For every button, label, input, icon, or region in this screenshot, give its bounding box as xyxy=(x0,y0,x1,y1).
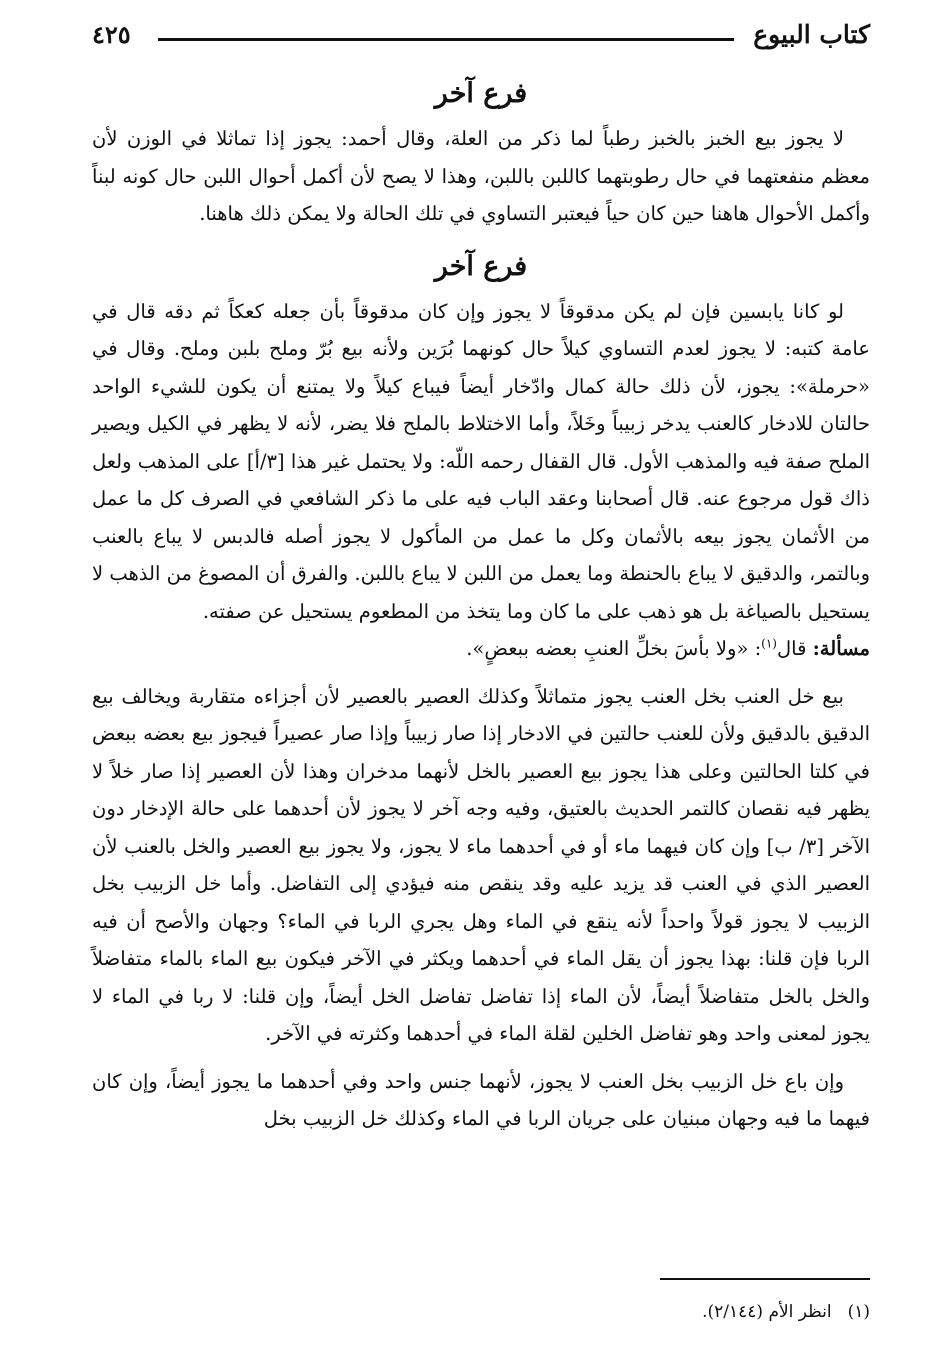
footnote xyxy=(702,1299,870,1325)
footnote-text: انظر الأم (٢/١٤٤). xyxy=(702,1302,832,1322)
paragraph-3: بيع خل العنب بخل العنب يجوز متماثلاً وكذلك العصير بالعصير لأن أجزاءه متقاربة ويخالف بيع الدقيق بالدقيق ولأن للعنب حالتين في الادخار إذا صار زبيباً وإذا صار عصيراً فيجوز بيع بعضه ببعض في كلتا الحالتين وعلى هذا يجوز بيع العصير بالخل لأنهما مدخران وهذا لأن العصير إذا صار خلاً لا يظهر فيه نقصان كالتمر الحديث بالعتيق، وفيه وجه آخر لا يجوز لأن أحدهما على حالة الإدخار دون الآخر [٣/ ب] وإن كان فيهما ماء أو في أحدهما ماء لا يجوز، ولا يجوز بيع العصير والخل بالعنب لأن العصير الذي في العنب قد يزيد عليه وقد ينقص منه فيؤدي إلى التفاضل. وأما خل الزبيب بخل الزبيب لا يجوز قولاً واحداً لأنه ينقع في الماء وهل يجري الربا في الماء؟ وجهان والأصح أن فيه الربا فإن قلنا: بهذا يجوز أن يقل الماء في أحدهما ويكثر في الآخر فيكون بيع الماء بالماء متفاضلاً والخل بالخل متفاضلاً أيضاً، لأن الماء إذا تفاضل تفاضل الخل أيضاً، وإن قلنا: لا ربا في الماء لا يجوز لمعنى واحد وهو تفاضل الخلين لقلة الماء في أحدهما وكثرته في الآخر. xyxy=(92,684,870,1045)
paragraph-1: لا يجوز بيع الخبز بالخبز رطباً لما ذكر من العلة، وقال أحمد: يجوز إذا تماثلا في الوزن لأن معظم منفعتهما في حال رطوبتهما كاللبن باللبن، وهذا لا يصح لأن أكمل أحوال اللبن حال كونه لبناً وأكمل الأحوال هاهنا حين كان حياً فيعتبر التساوي في تلك الحالة ولا يمكن ذلك هاهنا. xyxy=(92,127,870,225)
masala-quote: : «ولا بأسَ بخلِّ العنبِ بعضه ببعضٍ». xyxy=(466,637,762,660)
paragraph-4: وإن باع خل الزبيب بخل العنب لا يجوز، لأنهما جنس واحد وفي أحدهما ما يجوز أيضاً، وإن كان فيهما ما فيه وجهان مبنيان على جريان الربا في الماء وكذلك خل الزبيب بخل xyxy=(92,1069,870,1130)
section-heading-2: فرع آخر xyxy=(434,250,528,282)
page-number: ٤٢٥ xyxy=(92,20,131,49)
masala-label: مسألة: xyxy=(812,637,870,660)
footnote-rule xyxy=(660,1278,870,1280)
masala-line xyxy=(92,630,870,668)
masala-qala: قال xyxy=(776,637,807,660)
footnote-reference: (١) xyxy=(761,636,777,651)
running-header xyxy=(92,14,870,60)
book-page xyxy=(92,14,870,1354)
footnote-number: (١) xyxy=(847,1302,870,1322)
book-title: كتاب البيوع xyxy=(753,20,870,49)
section-heading-1: فرع آخر xyxy=(434,78,528,109)
header-rule xyxy=(158,38,734,41)
paragraph-2: لو كانا يابسين فإن لم يكن مدقوقاً لا يجوز وإن كان مدقوقاً بأن جعله كعكاً ثم دقه قال في عامة كتبه: لا يجوز لعدم التساوي كيلاً حال كونهما بُرَين ولأنه بيع بُرّ وملح بلبن وملح. وقال في «حرملة»: يجوز، لأن ذلك حالة كمال وادّخار أيضاً فيباع كيلاً ولا يمتنع أن يكون للشيء الواحد حالتان للادخار كالعنب يدخر زبيباً وخَلاً، وأما الاختلاط بالملح فلا يضر، لأنه لا يظهر في الكيل ويصير الملح صفة فيه والمذهب الأول. قال القفال رحمه اللّه: ولا يحتمل غير هذا [٣/أ] على المذهب ولعل ذاك قول مرجوع عنه. قال أصحابنا وعقد الباب فيه على ما ذكر الشافعي في الصرف كل ما عمل من الأثمان يجوز بيعه بالأثمان وكل ما عمل من المأكول لا يجوز أصله فالدبس لا يباع بالعنب وبالتمر، والدقيق لا يباع بالحنطة وما يعمل من اللبن لا يباع باللبن. والفرق أن المصوغ من الذهب لا يستحيل بالصياغة بل هو ذهب على ما كان وما يتخذ من المطعوم يستحيل عن صفته. xyxy=(92,299,870,623)
